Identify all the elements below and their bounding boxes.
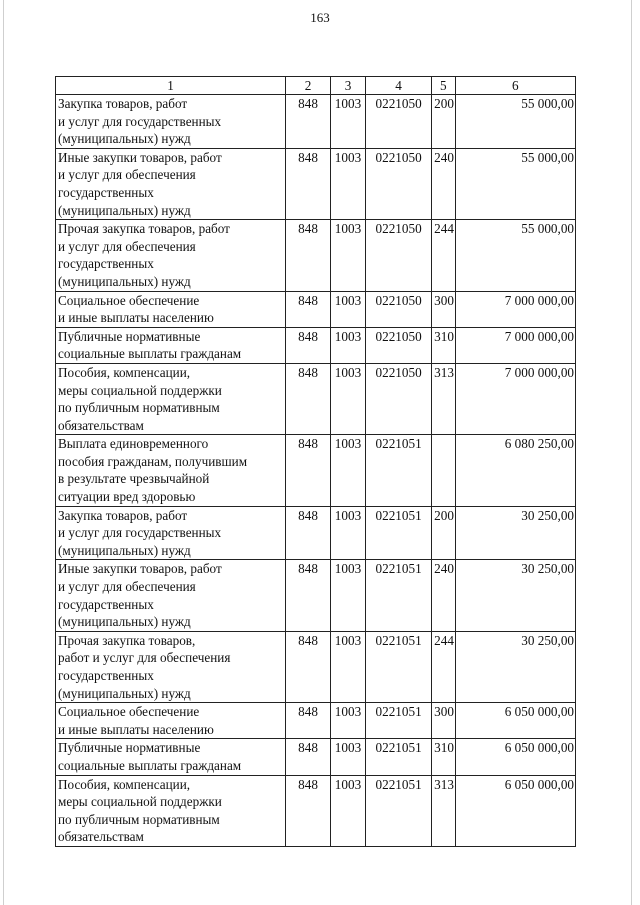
amount-cell: 30 250,00 xyxy=(455,560,575,631)
amount-cell: 7 000 000,00 xyxy=(455,327,575,363)
grbs-code-cell: 848 xyxy=(286,327,331,363)
row-name-cell: Социальное обеспечение и иные выплаты населению xyxy=(56,703,286,739)
grbs-code-cell: 848 xyxy=(286,435,331,506)
row-name-cell: Социальное обеспечение и иные выплаты населению xyxy=(56,291,286,327)
expense-type-cell: 244 xyxy=(432,220,455,291)
grbs-code-cell: 848 xyxy=(286,291,331,327)
amount-cell: 6 050 000,00 xyxy=(455,739,575,775)
expense-type-cell: 300 xyxy=(432,703,455,739)
page-left-edge xyxy=(3,0,4,905)
grbs-code-cell: 848 xyxy=(286,631,331,702)
amount-cell: 55 000,00 xyxy=(455,148,575,219)
article-code-cell: 0221050 xyxy=(366,363,432,434)
article-code-cell: 0221051 xyxy=(366,435,432,506)
article-code-cell: 0221051 xyxy=(366,631,432,702)
table-row xyxy=(56,363,576,434)
section-code-cell: 1003 xyxy=(330,775,365,846)
grbs-code-cell: 848 xyxy=(286,148,331,219)
amount-cell: 7 000 000,00 xyxy=(455,363,575,434)
section-code-cell: 1003 xyxy=(330,703,365,739)
expense-type-cell: 300 xyxy=(432,291,455,327)
grbs-code-cell: 848 xyxy=(286,363,331,434)
section-code-cell: 1003 xyxy=(330,739,365,775)
table-row xyxy=(56,703,576,739)
row-name-cell: Иные закупки товаров, работ и услуг для обеспечения государственных (муниципальных) нужд xyxy=(56,148,286,219)
row-name-cell: Прочая закупка товаров, работ и услуг для обеспечения государственных (муниципальных) нужд xyxy=(56,631,286,702)
section-code-cell: 1003 xyxy=(330,327,365,363)
article-code-cell: 0221051 xyxy=(366,739,432,775)
article-code-cell: 0221051 xyxy=(366,506,432,560)
row-name-cell: Иные закупки товаров, работ и услуг для обеспечения государственных (муниципальных) нужд xyxy=(56,560,286,631)
article-code-cell: 0221050 xyxy=(366,95,432,149)
budget-table xyxy=(55,76,576,847)
row-name-cell: Пособия, компенсации, меры социальной поддержки по публичным нормативным обязательствам xyxy=(56,775,286,846)
row-name-cell: Выплата единовременного пособия гражданам, получившим в результате чрезвычайной ситуации вред здоровью xyxy=(56,435,286,506)
table-row xyxy=(56,95,576,149)
article-code-cell: 0221050 xyxy=(366,148,432,219)
section-code-cell: 1003 xyxy=(330,95,365,149)
row-name-cell: Закупка товаров, работ и услуг для государственных (муниципальных) нужд xyxy=(56,95,286,149)
table-row xyxy=(56,506,576,560)
row-name-cell: Закупка товаров, работ и услуг для государственных (муниципальных) нужд xyxy=(56,506,286,560)
expense-type-cell: 313 xyxy=(432,363,455,434)
table-body xyxy=(56,95,576,847)
amount-cell: 30 250,00 xyxy=(455,506,575,560)
expense-type-cell xyxy=(432,435,455,506)
expense-type-cell: 244 xyxy=(432,631,455,702)
expense-type-cell: 240 xyxy=(432,560,455,631)
table-row xyxy=(56,739,576,775)
section-code-cell: 1003 xyxy=(330,363,365,434)
grbs-code-cell: 848 xyxy=(286,95,331,149)
row-name-cell: Публичные нормативные социальные выплаты гражданам xyxy=(56,739,286,775)
amount-cell: 30 250,00 xyxy=(455,631,575,702)
grbs-code-cell: 848 xyxy=(286,506,331,560)
row-name-cell: Прочая закупка товаров, работ и услуг для обеспечения государственных (муниципальных) нужд xyxy=(56,220,286,291)
expense-type-cell: 313 xyxy=(432,775,455,846)
table-row xyxy=(56,631,576,702)
amount-cell: 6 050 000,00 xyxy=(455,703,575,739)
column-header: 1 xyxy=(56,77,286,95)
article-code-cell: 0221050 xyxy=(366,291,432,327)
grbs-code-cell: 848 xyxy=(286,739,331,775)
table-row xyxy=(56,291,576,327)
table-row xyxy=(56,435,576,506)
section-code-cell: 1003 xyxy=(330,631,365,702)
row-name-cell: Публичные нормативные социальные выплаты гражданам xyxy=(56,327,286,363)
table-row xyxy=(56,775,576,846)
table-row xyxy=(56,148,576,219)
column-header: 2 xyxy=(286,77,331,95)
column-header: 3 xyxy=(330,77,365,95)
amount-cell: 55 000,00 xyxy=(455,220,575,291)
table-row xyxy=(56,560,576,631)
grbs-code-cell: 848 xyxy=(286,703,331,739)
grbs-code-cell: 848 xyxy=(286,220,331,291)
expense-type-cell: 310 xyxy=(432,327,455,363)
grbs-code-cell: 848 xyxy=(286,775,331,846)
amount-cell: 6 080 250,00 xyxy=(455,435,575,506)
section-code-cell: 1003 xyxy=(330,220,365,291)
page-number: 163 xyxy=(310,10,330,25)
article-code-cell: 0221051 xyxy=(366,775,432,846)
table-row xyxy=(56,220,576,291)
article-code-cell: 0221051 xyxy=(366,703,432,739)
section-code-cell: 1003 xyxy=(330,435,365,506)
page-right-edge xyxy=(631,0,632,905)
expense-type-cell: 200 xyxy=(432,506,455,560)
column-header: 6 xyxy=(455,77,575,95)
article-code-cell: 0221051 xyxy=(366,560,432,631)
expense-type-cell: 200 xyxy=(432,95,455,149)
article-code-cell: 0221050 xyxy=(366,220,432,291)
article-code-cell: 0221050 xyxy=(366,327,432,363)
row-name-cell: Пособия, компенсации, меры социальной поддержки по публичным нормативным обязательствам xyxy=(56,363,286,434)
amount-cell: 7 000 000,00 xyxy=(455,291,575,327)
column-header: 4 xyxy=(366,77,432,95)
section-code-cell: 1003 xyxy=(330,560,365,631)
section-code-cell: 1003 xyxy=(330,506,365,560)
section-code-cell: 1003 xyxy=(330,291,365,327)
column-header: 5 xyxy=(432,77,455,95)
expense-type-cell: 310 xyxy=(432,739,455,775)
table-header-row xyxy=(56,77,576,95)
table-row xyxy=(56,327,576,363)
grbs-code-cell: 848 xyxy=(286,560,331,631)
amount-cell: 6 050 000,00 xyxy=(455,775,575,846)
section-code-cell: 1003 xyxy=(330,148,365,219)
amount-cell: 55 000,00 xyxy=(455,95,575,149)
expense-type-cell: 240 xyxy=(432,148,455,219)
